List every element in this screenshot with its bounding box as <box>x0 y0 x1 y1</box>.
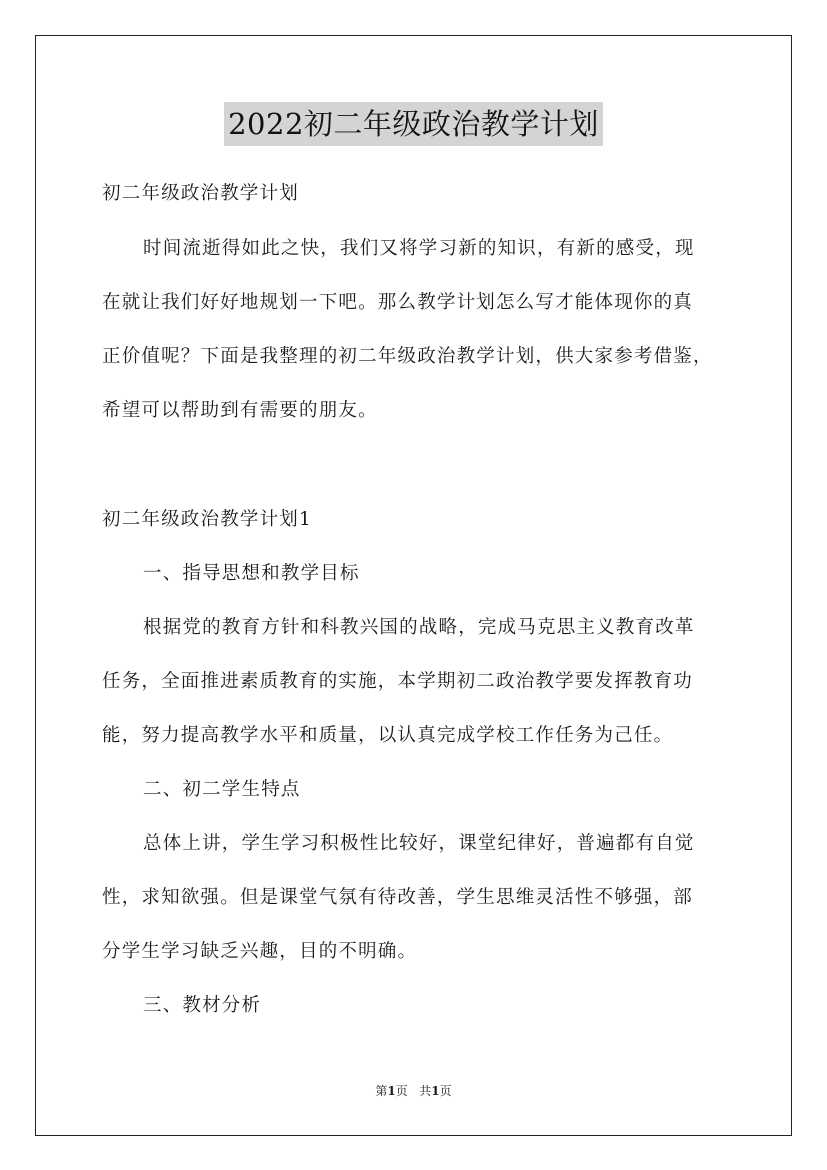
intro-line-1: 时间流逝得如此之快，我们又将学习新的知识，有新的感受，现 <box>143 238 695 259</box>
part1-line-2: 任务，全面推进素质教育的实施，本学期初二政治教学要发挥教育功 <box>102 671 694 692</box>
part1-line-3: 能，努力提高教学水平和质量，以认真完成学校工作任务为己任。 <box>102 725 674 746</box>
intro-line-4: 希望可以帮助到有需要的朋友。 <box>102 400 378 421</box>
page-suffix: 页 <box>395 1084 408 1098</box>
document-title: 2022初二年级政治教学计划 <box>224 102 603 146</box>
title-container <box>0 102 827 146</box>
intro-line-3: 正价值呢？下面是我整理的初二年级政治教学计划，供大家参考借鉴， <box>102 346 713 367</box>
intro-line-2: 在就让我们好好地规划一下吧。那么教学计划怎么写才能体现你的真 <box>102 292 694 313</box>
total-pages: 1 <box>431 1084 440 1098</box>
page-footer <box>0 1083 827 1099</box>
page-prefix: 第 <box>375 1084 388 1098</box>
part3-heading: 三、教材分析 <box>143 995 262 1016</box>
part1-line-1: 根据党的教育方针和科教兴国的战略，完成马克思主义教育改革 <box>143 617 695 638</box>
part1-heading: 一、指导思想和教学目标 <box>143 563 360 584</box>
page-number: 1 <box>387 1084 396 1098</box>
part2-line-1: 总体上讲，学生学习积极性比较好，课堂纪律好，普遍都有自觉 <box>143 833 695 854</box>
total-prefix: 共 <box>419 1084 432 1098</box>
part2-line-3: 分学生学习缺乏兴趣，目的不明确。 <box>102 941 418 962</box>
subtitle: 初二年级政治教学计划 <box>102 183 300 204</box>
section-heading: 初二年级政治教学计划1 <box>102 509 312 530</box>
total-suffix: 页 <box>439 1084 452 1098</box>
part2-line-2: 性，求知欲强。但是课堂气氛有待改善，学生思维灵活性不够强，部 <box>102 887 694 908</box>
part2-heading: 二、初二学生特点 <box>143 779 301 800</box>
